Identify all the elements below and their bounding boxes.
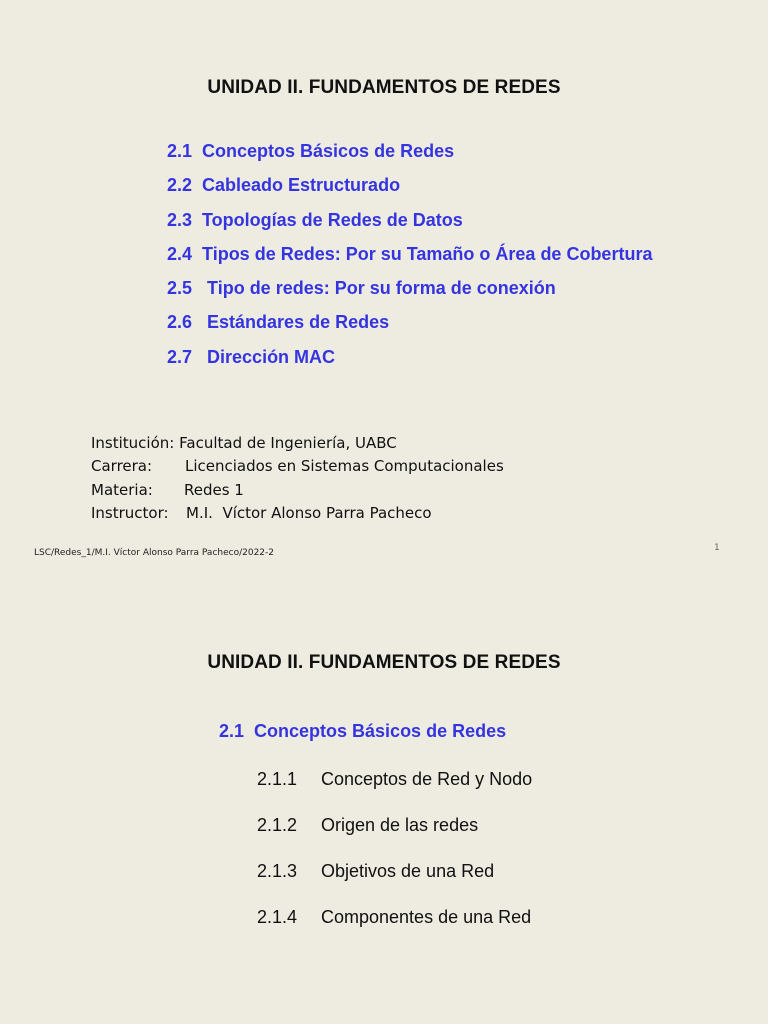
toc-item: 2.4 Tipos de Redes: Por su Tamaño o Área de Cobertura xyxy=(167,243,653,264)
info-row-subject xyxy=(91,479,504,502)
info-row-institution xyxy=(91,432,504,455)
toc-item: 2.7 Dirección MAC xyxy=(167,346,336,367)
instructor-value: M.I. Víctor Alonso Parra Pacheco xyxy=(186,503,432,522)
subtopic-number: 2.1.3 xyxy=(257,861,298,881)
subtopic-number: 2.1.4 xyxy=(257,907,298,927)
subtopic-item xyxy=(257,859,532,905)
page-number: 1 xyxy=(714,543,720,553)
subtopic-label: Componentes de una Red xyxy=(321,907,532,927)
course-info xyxy=(91,432,504,525)
institution-value: Facultad de Ingeniería, UABC xyxy=(179,434,397,452)
toc-item: 2.2 Cableado Estructurado xyxy=(167,175,401,196)
institution-label: Institución: xyxy=(91,434,175,452)
subtopic-label: Origen de las redes xyxy=(321,815,479,835)
subtopic-label: Objetivos de una Red xyxy=(321,861,495,881)
info-row-career xyxy=(91,455,504,478)
slide-2 xyxy=(0,580,768,1024)
subtopic-number: 2.1.2 xyxy=(257,815,298,835)
subject-value: Redes 1 xyxy=(184,480,244,499)
slide-title: UNIDAD II. FUNDAMENTOS DE REDES xyxy=(207,77,561,98)
toc-item: 2.5 Tipo de redes: Por su forma de conexión xyxy=(167,278,556,299)
career-value: Licenciados en Sistemas Computacionales xyxy=(185,457,504,476)
subtopic-item xyxy=(257,767,532,813)
subtopic-list xyxy=(257,767,532,951)
table-of-contents xyxy=(167,139,652,379)
info-row-instructor xyxy=(91,502,504,525)
toc-item: 2.6 Estándares de Redes xyxy=(167,312,390,333)
instructor-label: Instructor: xyxy=(91,503,169,522)
subtopic-item xyxy=(257,813,532,859)
career-label: Carrera: xyxy=(91,457,153,476)
subject-label: Materia: xyxy=(91,480,153,499)
section-heading: 2.1 Conceptos Básicos de Redes xyxy=(219,721,507,741)
slide-footer: LSC/Redes_1/M.I. Víctor Alonso Parra Pacheco/2022-2 xyxy=(34,548,275,558)
toc-item: 2.3 Topologías de Redes de Datos xyxy=(167,209,463,230)
subtopic-item xyxy=(257,905,532,951)
toc-item: 2.1 Conceptos Básicos de Redes xyxy=(167,141,455,161)
slide-title: UNIDAD II. FUNDAMENTOS DE REDES xyxy=(207,652,561,673)
subtopic-label: Conceptos de Red y Nodo xyxy=(321,769,533,789)
subtopic-number: 2.1.1 xyxy=(257,769,298,789)
